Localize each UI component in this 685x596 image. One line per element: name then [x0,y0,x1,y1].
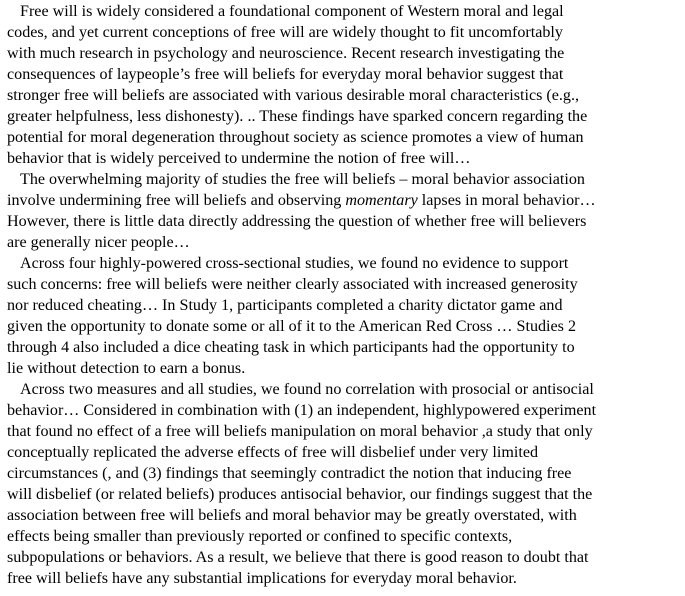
text-line: with much research in psychology and neuroscience. Recent research investigating the [7,45,565,62]
text-line: potential for moral degeneration throughout society as science promotes a view of human [7,129,584,146]
text-line: such concerns: free will beliefs were neither clearly associated with increased generosity [7,276,578,293]
text-line: are generally nicer people… [7,234,190,251]
text-line: will disbelief (or related beliefs) produces antisocial behavior, our findings suggest that the [7,486,593,503]
text-segment: involve undermining free will beliefs and observing [7,192,346,209]
text-line: behavior… Considered in combination with (1) an independent, highlypowered experiment [7,402,597,419]
paragraph-3 [7,253,681,379]
text-line: stronger free will beliefs are associated with various desirable moral characteristics (e.g., [7,87,579,104]
text-line-with-emphasis [7,190,681,211]
text-line: Across four highly-powered cross-sectional studies, we found no evidence to support [20,255,569,272]
text-line: codes, and yet current conceptions of free will are widely thought to fit uncomfortably [7,24,563,41]
text-line: through 4 also included a dice cheating task in which participants had the opportunity to [7,339,575,356]
text-line: behavior that is widely perceived to undermine the notion of free will… [7,150,471,167]
text-line: circumstances (, and (3) findings that seemingly contradict the notion that inducing free [7,465,572,482]
text-line: effects being smaller than previously reported or confined to specific contexts, [7,528,513,545]
text-line: nor reduced cheating… In Study 1, participants completed a charity dictator game and [7,297,563,314]
text-line: conceptually replicated the adverse effects of free will disbelief under very limited [7,444,539,461]
text-line: consequences of laypeople’s free will beliefs for everyday moral behavior suggest that [7,66,564,83]
emphasized-word: momentary [345,192,418,209]
text-line: lie without detection to earn a bonus. [7,360,246,377]
text-line: given the opportunity to donate some or all of it to the American Red Cross … Studies 2 [7,318,577,335]
text-line: association between free will beliefs and moral behavior may be greatly overstated, with [7,507,577,524]
paragraph-4 [7,379,681,589]
text-line: Across two measures and all studies, we found no correlation with prosocial or antisocial [20,381,594,398]
text-segment: lapses in moral behavior… [417,192,596,209]
text-line: free will beliefs have any substantial implications for everyday moral behavior. [7,570,517,587]
text-line: greater helpfulness, less dishonesty). .. These findings have sparked concern regarding the [7,108,588,125]
paragraph-2 [7,169,681,253]
text-line: Free will is widely considered a foundational component of Western moral and legal [20,3,564,20]
paragraph-1 [7,1,681,169]
text-line: that found no effect of a free will beliefs manipulation on moral behavior ,a study that only [7,423,593,440]
text-line: The overwhelming majority of studies the free will beliefs – moral behavior association [20,171,585,188]
text-line: However, there is little data directly addressing the question of whether free will believers [7,213,587,230]
text-line: subpopulations or behaviors. As a result, we believe that there is good reason to doubt that [7,549,589,566]
